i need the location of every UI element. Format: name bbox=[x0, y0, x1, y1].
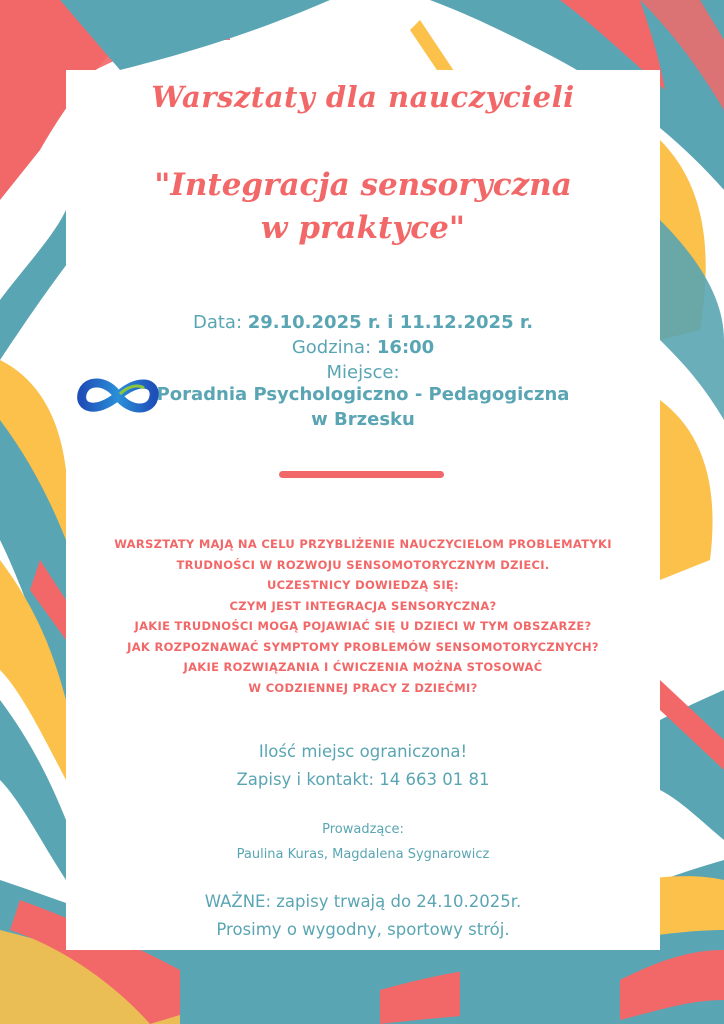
description-line: WARSZTATY MAJĄ NA CELU PRZYBLIŻENIE NAUCZYCIELOM PROBLEMATYKI bbox=[114, 537, 612, 551]
hour-line bbox=[66, 335, 660, 360]
place-line: Poradnia Psychologiczno - Pedagogiczna bbox=[156, 384, 570, 405]
limited-seats-text: Ilość miejsc ograniczona! bbox=[258, 742, 468, 761]
registration-notice bbox=[66, 738, 660, 794]
description-line: W CODZIENNEJ PRACY Z DZIEĆMI? bbox=[248, 680, 478, 695]
poster-title: Warsztaty dla nauczycieli bbox=[151, 80, 575, 114]
infinity-logo-icon bbox=[76, 372, 160, 420]
deadline-text: WAŻNE: zapisy trwają do 24.10.2025r. bbox=[204, 892, 522, 911]
description-line: JAKIE ROZWIĄZANIA I ĆWICZENIA MOŻNA STOSOWAĆ bbox=[183, 660, 543, 674]
divider-stroke bbox=[279, 471, 444, 478]
contact-text: Zapisy i kontakt: 14 663 01 81 bbox=[236, 770, 490, 789]
description-line: TRUDNOŚCI W ROZWOJU SENSOMOTORYCZNYM DZIECI. bbox=[176, 557, 550, 572]
important-notice bbox=[66, 888, 660, 944]
workshop-subtitle bbox=[66, 164, 660, 250]
leaders-names: Paulina Kuras, Magdalena Sygnarowicz bbox=[236, 847, 490, 862]
date-line bbox=[66, 310, 660, 335]
description-line: CZYM JEST INTEGRACJA SENSORYCZNA? bbox=[229, 598, 497, 613]
description-line: JAK ROZPOZNAWAĆ SYMPTOMY PROBLEMÓW SENSOMOTORYCZNYCH? bbox=[127, 639, 599, 654]
hour-value: 16:00 bbox=[376, 337, 435, 358]
leaders-label: Prowadzące: bbox=[322, 822, 404, 837]
place-line: w Brzesku bbox=[311, 409, 415, 430]
subtitle-line: "Integracja sensoryczna bbox=[154, 167, 572, 203]
dress-code-text: Prosimy o wygodny, sportowy strój. bbox=[216, 920, 510, 939]
hour-label: Godzina: bbox=[291, 337, 372, 358]
subtitle-line: w praktyce" bbox=[260, 210, 466, 246]
date-label: Data: bbox=[192, 312, 243, 333]
date-value: 29.10.2025 r. i 11.12.2025 r. bbox=[247, 312, 534, 333]
description-line: UCZESTNICY DOWIEDZĄ SIĘ: bbox=[267, 578, 459, 592]
workshop-description bbox=[66, 534, 660, 698]
place-label: Miejsce: bbox=[326, 362, 400, 383]
poster-card bbox=[66, 70, 660, 950]
description-line: JAKIE TRUDNOŚCI MOGĄ POJAWIAĆ SIĘ U DZIECI W TYM OBSZARZE? bbox=[134, 619, 592, 633]
